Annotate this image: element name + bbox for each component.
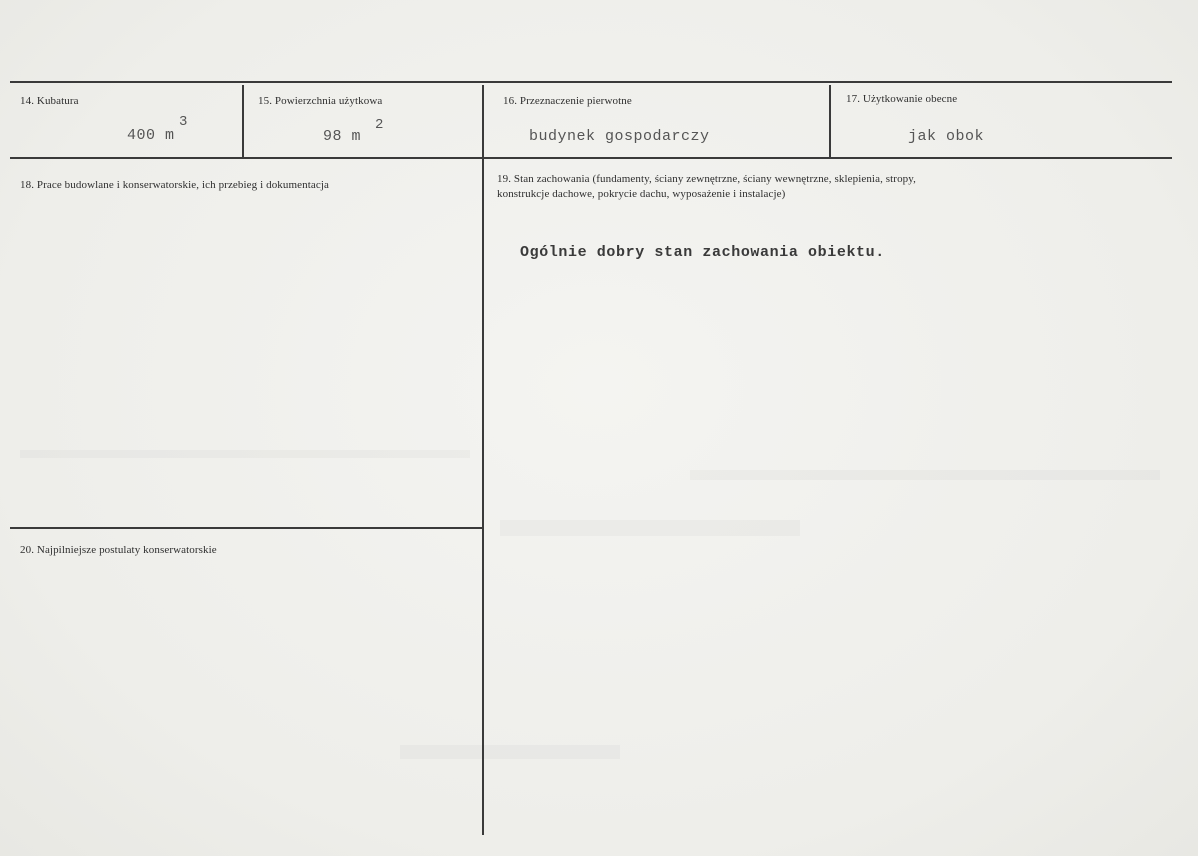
postulaty-label: 20. Najpilniejsze postulaty konserwatorskie <box>20 544 217 556</box>
col-divider-15-16 <box>482 85 484 835</box>
przeznaczenie-value: budynek gospodarczy <box>529 128 710 145</box>
kubatura-value: 400 m <box>127 127 175 144</box>
stan-zachowania-label-line-1: 19. Stan zachowania (fundamenty, ściany zewnętrzne, ściany wewnętrzne, sklepienia, stropy, <box>497 173 917 185</box>
powierzchnia-value: 98 m <box>323 128 362 145</box>
stan-zachowania-label-line-2: konstrukcje dachowe, pokrycie dachu, wyposażenie i instalacje) <box>497 188 786 200</box>
powierzchnia-unit-exponent: 2 <box>375 117 384 133</box>
stan-zachowania-value: Ogólnie dobry stan zachowania obiektu. <box>520 244 885 261</box>
show-through-mark <box>500 520 800 536</box>
prace-budowlane-label: 18. Prace budowlane i konserwatorskie, ich przebieg i dokumentacja <box>20 179 329 191</box>
show-through-mark <box>690 470 1160 480</box>
uzytkowanie-label: 17. Użytkowanie obecne <box>846 93 958 105</box>
show-through-mark <box>400 745 620 759</box>
kubatura-label: 14. Kubatura <box>20 95 79 107</box>
powierzchnia-label: 15. Powierzchnia użytkowa <box>258 95 383 107</box>
col-divider-14-15 <box>242 85 244 157</box>
kubatura-unit-exponent: 3 <box>179 114 188 130</box>
row-rule-1 <box>10 157 1172 159</box>
row-rule-2 <box>10 527 484 529</box>
col-divider-16-17 <box>829 85 831 157</box>
przeznaczenie-label: 16. Przeznaczenie pierwotne <box>503 95 632 107</box>
top-rule <box>10 81 1172 83</box>
show-through-mark <box>20 450 470 458</box>
uzytkowanie-value: jak obok <box>908 128 985 145</box>
